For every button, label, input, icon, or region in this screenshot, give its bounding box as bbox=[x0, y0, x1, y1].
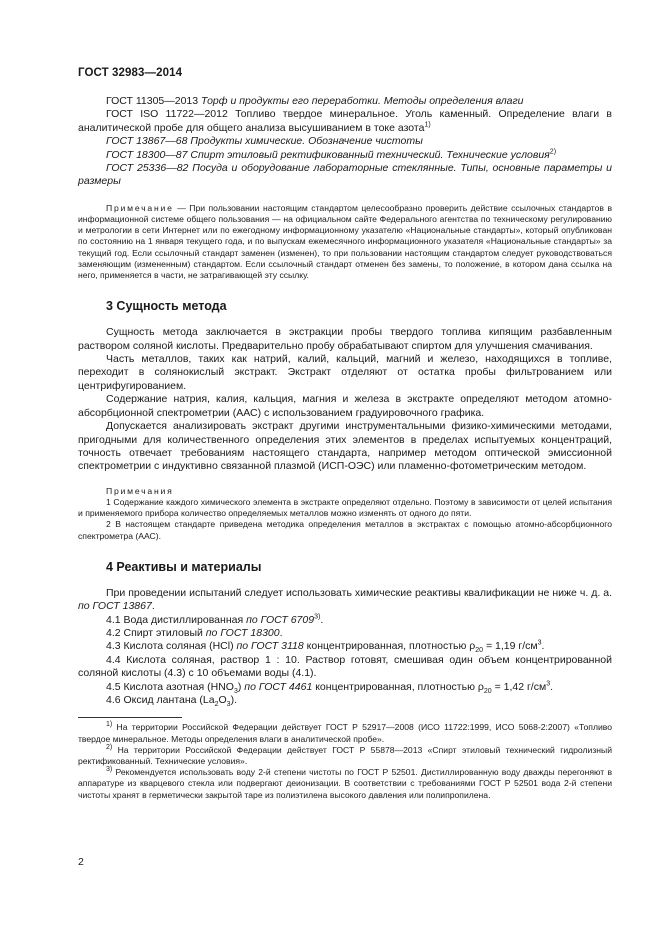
reference-title: Продукты химические. Обозначение чистоты bbox=[190, 135, 423, 148]
paragraph: Сущность метода заключается в экстракции пробы твердого топлива кипящим разбавленным раствором соляной кислоты. Предварительно пробу обрабатывают спиртом для улучшения смачивания. bbox=[78, 326, 612, 352]
notes-label: Примечания bbox=[106, 485, 174, 496]
document-body bbox=[78, 95, 612, 801]
reference-item bbox=[78, 95, 612, 108]
footnote-item: $^{3)}$ Рекомендуется использовать воду 2-й степени чистоты по ГОСТ Р 52501. Дистиллированную воду дважды перегоняют в аппаратуре из кварцевого стекла или подвергают деионизации. В соответствии с требованиями ГОСТ Р 52501 вода 2-й степени чистоты хранят в герметически закрытой таре из полиэтилена высокого давления или полипропилена. bbox=[78, 766, 613, 800]
note-text: При пользовании настоящим стандартом целесообразно проверить действие ссылочных стандартов в информационной системе общего пользования — на официальном сайте Федерального агентства по техническому регулированию и метрологии в сети Интернет или по ежегодному информационному указателю «Национальные стандарты», который опубликован по состоянию на 1 января текущего года, и по выпускам ежемесячного информационного указателя «Национальные стандарты» за текущий год. Если ссылочный стандарт заменен (изменен), то при пользовании настоящим стандартом следует руководствоваться заменяющим (измененным) стандартом. Если ссылочный стандарт отменен без замены, то положение, в котором дана ссылка на него, применяется в части, не затрагивающей эту ссылку. bbox=[78, 202, 613, 281]
page-number: 2 bbox=[78, 856, 84, 868]
footnote-ref[interactable]: 3) bbox=[314, 613, 321, 621]
paragraph: Содержание натрия, калия, кальция, магния и железа в экстракте определяют методом атомно-абсорбционной спектрометрии (ААС) с использованием градуировочного графика. bbox=[78, 393, 612, 419]
standard-ref: по ГОСТ 18300 bbox=[205, 626, 280, 639]
standard-ref: по ГОСТ 13867 bbox=[78, 600, 152, 613]
list-item: 4.4 Кислота соляная, раствор 1 : 10. Раствор готовят, смешивая один объем концентрированной соляной кислоты (4.3) с 10 объемами воды (4.1). bbox=[78, 653, 612, 680]
list-item: 4.1 Вода дистиллированная по ГОСТ 6709$^{3)}$. bbox=[106, 613, 324, 626]
notes-block bbox=[78, 486, 612, 542]
list-item: 4.6 Оксид лантана $(La_2O_3)$. bbox=[106, 694, 237, 709]
section-heading: 4 Реактивы и материалы bbox=[106, 559, 262, 574]
reference-item bbox=[78, 162, 612, 189]
reference-item bbox=[78, 135, 612, 148]
list-item: 4.3 Кислота соляная (HCl) по ГОСТ 3118 концентрированная, плотностью $\rho_{20} = 1,19$ $г/см^3$. bbox=[106, 639, 545, 655]
footnote-ref[interactable]: 2) bbox=[549, 148, 557, 156]
footnote-ref[interactable]: 1) bbox=[424, 121, 431, 129]
reference-code: ГОСТ ISO 11722—2012 bbox=[106, 108, 228, 121]
reference-code: ГОСТ 25336—82 bbox=[106, 162, 189, 175]
reference-item bbox=[78, 149, 612, 162]
section-3-content bbox=[78, 326, 612, 473]
footnote-divider bbox=[78, 717, 182, 718]
footnote-item: $^{1)}$ На территории Российской Федерации действует ГОСТ Р 52917—2008 (ИСО 11722:1999, ИСО 5068-2:2007) «Топливо твердое минеральное. Методы определения влаги в аналитической пробе». bbox=[78, 721, 613, 744]
reference-title: Топливо твердое минеральное. Уголь каменный. Определение влаги в аналитической пробе для общего анализа высушиванием в токе азота bbox=[78, 108, 612, 134]
references-list bbox=[78, 95, 612, 189]
reference-code: ГОСТ 13867—68 bbox=[106, 135, 188, 148]
reference-code: ГОСТ 11305—2013 bbox=[106, 95, 199, 107]
reference-title: Торф и продукты его переработки. Методы определения влаги bbox=[201, 95, 524, 107]
paragraph: При проведении испытаний следует использовать химические реактивы квалификации не ниже ч. д. а. по ГОСТ 13867. bbox=[78, 586, 612, 613]
document-header: ГОСТ 32983—2014 bbox=[78, 67, 183, 79]
standard-ref: по ГОСТ 6709 bbox=[246, 613, 315, 626]
reference-title: Спирт этиловый ректификованный технический. Технические условия bbox=[190, 148, 550, 161]
footnote-item: $^{2)}$ На территории Российской Федерации действует ГОСТ Р 55878—2013 «Спирт этиловый технический гидролизный ректификованный. Технические условия». bbox=[78, 743, 612, 767]
note-item: 2 В настоящем стандарте приведена методика определения металлов в экстрактах с помощью атомно-абсорбционного спектрометра (ААС). bbox=[78, 519, 612, 541]
paragraph: Часть металлов, таких как натрий, калий, кальций, магний и железо, находящихся в топливе, переходит в солянокислый экстракт. Экстракт отделяют от остатка пробы фильтрованием или центрифугированием. bbox=[78, 353, 612, 392]
list-item: 4.2 Спирт этиловый по ГОСТ 18300. bbox=[106, 626, 283, 639]
reference-code: ГОСТ 18300—87 bbox=[106, 148, 188, 161]
footnote-mark: 2) bbox=[106, 743, 113, 751]
paragraph: Допускается анализировать экстракт другими инструментальными физико-химическими методами, пригодными для количественного определения этих элементов в пределах испытуемых концентраций, точность отвечает требованиям настоящего стандарта, например методом оптической эмиссионной спектрометрии с индуктивно связанной плазмой (ИСП-ОЭС) или пламенно-фотометрическим методом. bbox=[78, 420, 612, 473]
note-label: Примечание bbox=[106, 202, 174, 213]
section-4-content bbox=[78, 587, 612, 708]
footnotes bbox=[78, 717, 612, 800]
note-item: 1 Содержание каждого химического элемента в экстракте определяют отдельно. Поэтому в зависимости от целей испытания и применяемого прибора количество определяемых металлов можно изменять от одного до пяти. bbox=[78, 496, 612, 519]
section-heading: 3 Сущность метода bbox=[106, 299, 227, 314]
note-standards: Примечание — При пользовании настоящим стандартом целесообразно проверить действие ссылочных стандартов в информационной системе общего пользования — на официальном сайте Федерального агентства по техническому регулированию и метрологии в сети Интернет или по ежегодному информационному указателю «Национальные стандарты», который опубликован по состоянию на 1 января текущего года, и по выпускам ежемесячного информационного указателя «Национальные стандарты» за текущий год. Если ссылочный стандарт заменен (изменен), то при пользовании настоящим стандартом следует руководствоваться заменяющим (измененным) стандартом. Если ссылочный стандарт отменен без замены, то положение, в котором дана ссылка на него, применяется в части, не затрагивающей эту ссылку. bbox=[78, 202, 613, 281]
reference-title: Посуда и оборудование лабораторные стеклянные. Типы, основные параметры и размеры bbox=[78, 162, 613, 188]
footnote-mark: 1) bbox=[106, 721, 113, 729]
standard-ref: по ГОСТ 4461 bbox=[244, 680, 313, 693]
list-item: 4.5 Кислота азотная $(HNO_3)$ по ГОСТ 4461 концентрированная, плотностью $\rho_{20} = 1,42$ $г/см^3$. bbox=[106, 680, 554, 695]
reference-item bbox=[78, 108, 612, 135]
standard-ref: по ГОСТ 3118 bbox=[236, 640, 304, 653]
footnote-mark: 3) bbox=[106, 766, 113, 774]
